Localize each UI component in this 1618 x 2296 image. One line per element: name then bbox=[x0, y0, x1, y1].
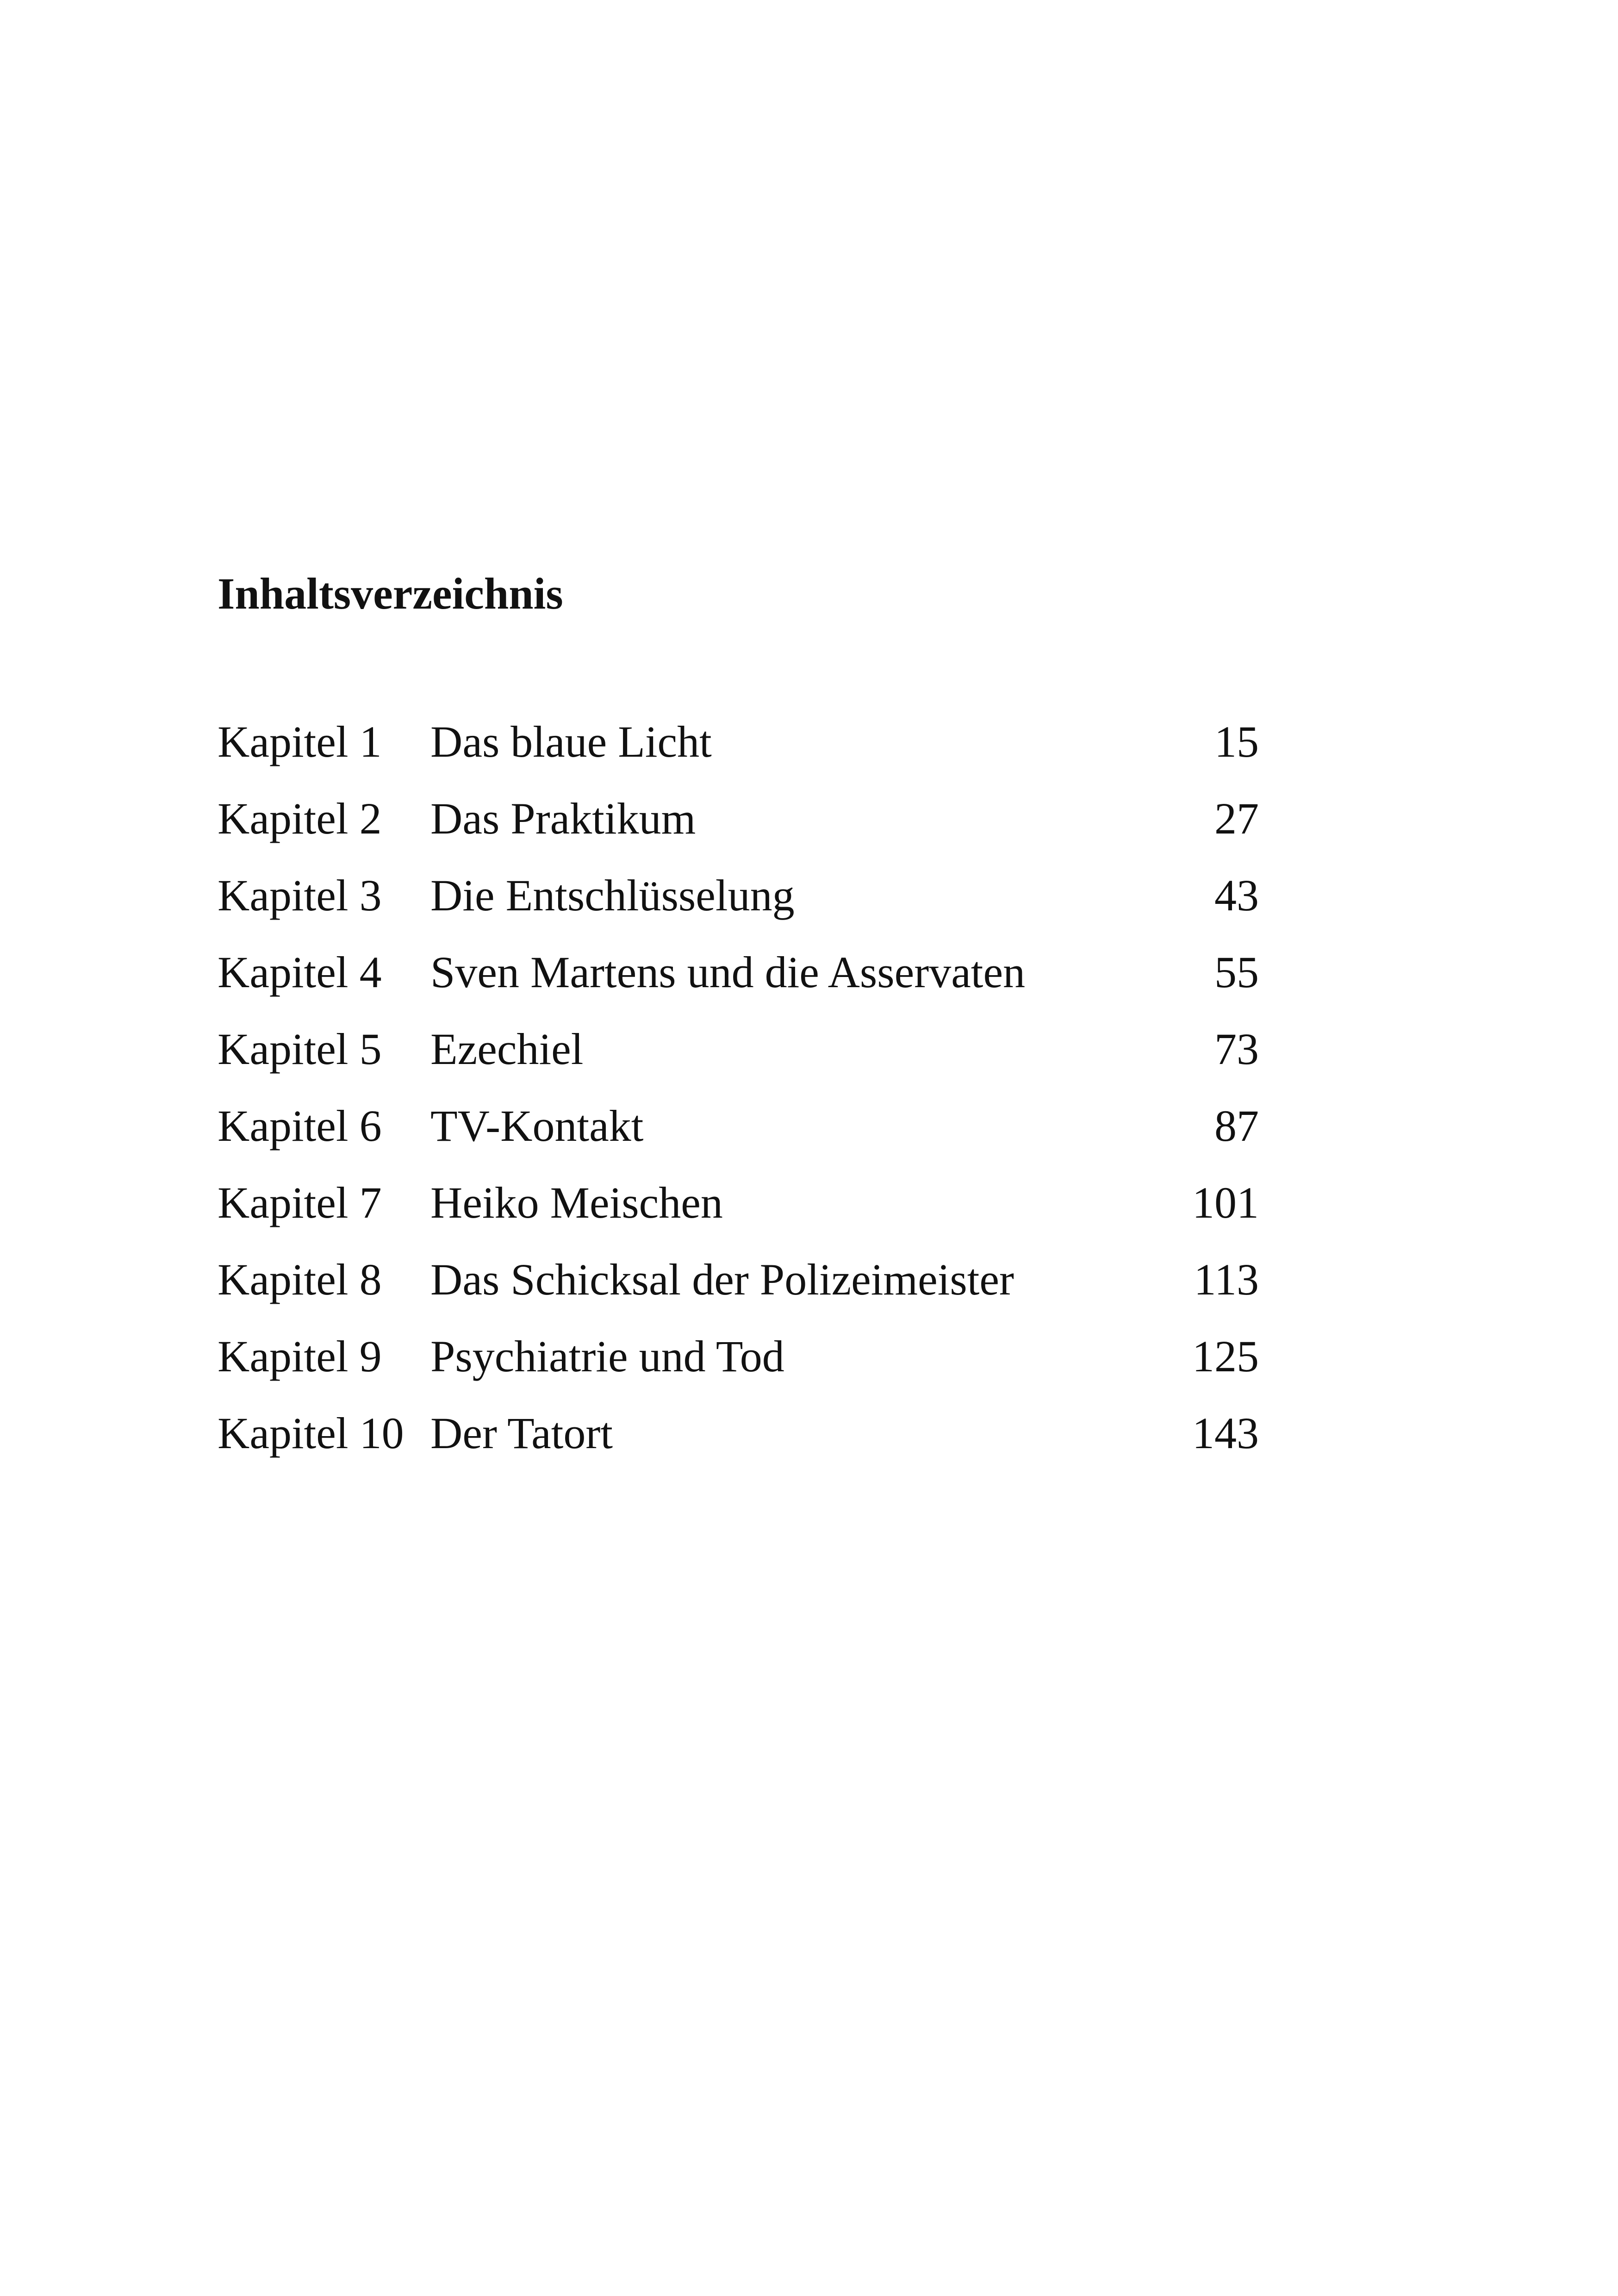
toc-chapter-number: Kapitel 3 bbox=[218, 871, 382, 920]
toc-page-number: 73 bbox=[1214, 1024, 1259, 1074]
toc-entry bbox=[218, 869, 1259, 946]
toc-chapter-number: Kapitel 9 bbox=[218, 1332, 382, 1381]
toc-chapter-number: Kapitel 8 bbox=[218, 1255, 382, 1304]
toc-chapter-number: Kapitel 2 bbox=[218, 794, 382, 843]
toc-chapter-title: Ezechiel bbox=[430, 1024, 584, 1074]
toc-chapter-title: Der Tatort bbox=[430, 1408, 613, 1458]
toc-entry bbox=[218, 946, 1259, 1022]
toc-entry bbox=[218, 1406, 1259, 1483]
toc-chapter-number: Kapitel 4 bbox=[218, 947, 382, 997]
toc-page-number: 113 bbox=[1194, 1255, 1259, 1304]
toc-chapter-title: Psychiatrie und Tod bbox=[430, 1332, 784, 1381]
table-of-contents bbox=[218, 715, 1259, 1483]
toc-page-number: 125 bbox=[1192, 1332, 1259, 1381]
toc-page-number: 87 bbox=[1214, 1101, 1259, 1151]
toc-chapter-number: Kapitel 5 bbox=[218, 1024, 382, 1074]
toc-chapter-number: Kapitel 10 bbox=[218, 1408, 404, 1458]
toc-chapter-number: Kapitel 1 bbox=[218, 717, 382, 766]
toc-entry bbox=[218, 1176, 1259, 1253]
toc-chapter-title: Sven Martens und die Asservaten bbox=[430, 947, 1026, 997]
toc-page-number: 55 bbox=[1214, 947, 1259, 997]
toc-page-number: 43 bbox=[1214, 871, 1259, 920]
toc-chapter-title: Das blaue Licht bbox=[430, 717, 712, 766]
toc-chapter-number: Kapitel 6 bbox=[218, 1101, 382, 1151]
toc-entry bbox=[218, 1099, 1259, 1176]
toc-chapter-title: Heiko Meischen bbox=[430, 1178, 723, 1227]
toc-entry bbox=[218, 1253, 1259, 1330]
toc-page-number: 15 bbox=[1214, 717, 1259, 766]
toc-page-number: 101 bbox=[1192, 1178, 1259, 1227]
page-title: Inhaltsverzeichnis bbox=[218, 569, 563, 618]
toc-chapter-title: Das Schicksal der Polizeimeister bbox=[430, 1255, 1014, 1304]
toc-entry bbox=[218, 792, 1259, 869]
toc-page-number: 143 bbox=[1192, 1408, 1259, 1458]
toc-chapter-title: Das Praktikum bbox=[430, 794, 696, 843]
toc-chapter-title: TV-Kontakt bbox=[430, 1101, 644, 1151]
toc-chapter-number: Kapitel 7 bbox=[218, 1178, 382, 1227]
toc-page-number: 27 bbox=[1214, 794, 1259, 843]
toc-entry bbox=[218, 1330, 1259, 1406]
toc-entry bbox=[218, 715, 1259, 792]
toc-chapter-title: Die Entschlüsselung bbox=[430, 871, 795, 920]
toc-entry bbox=[218, 1022, 1259, 1099]
